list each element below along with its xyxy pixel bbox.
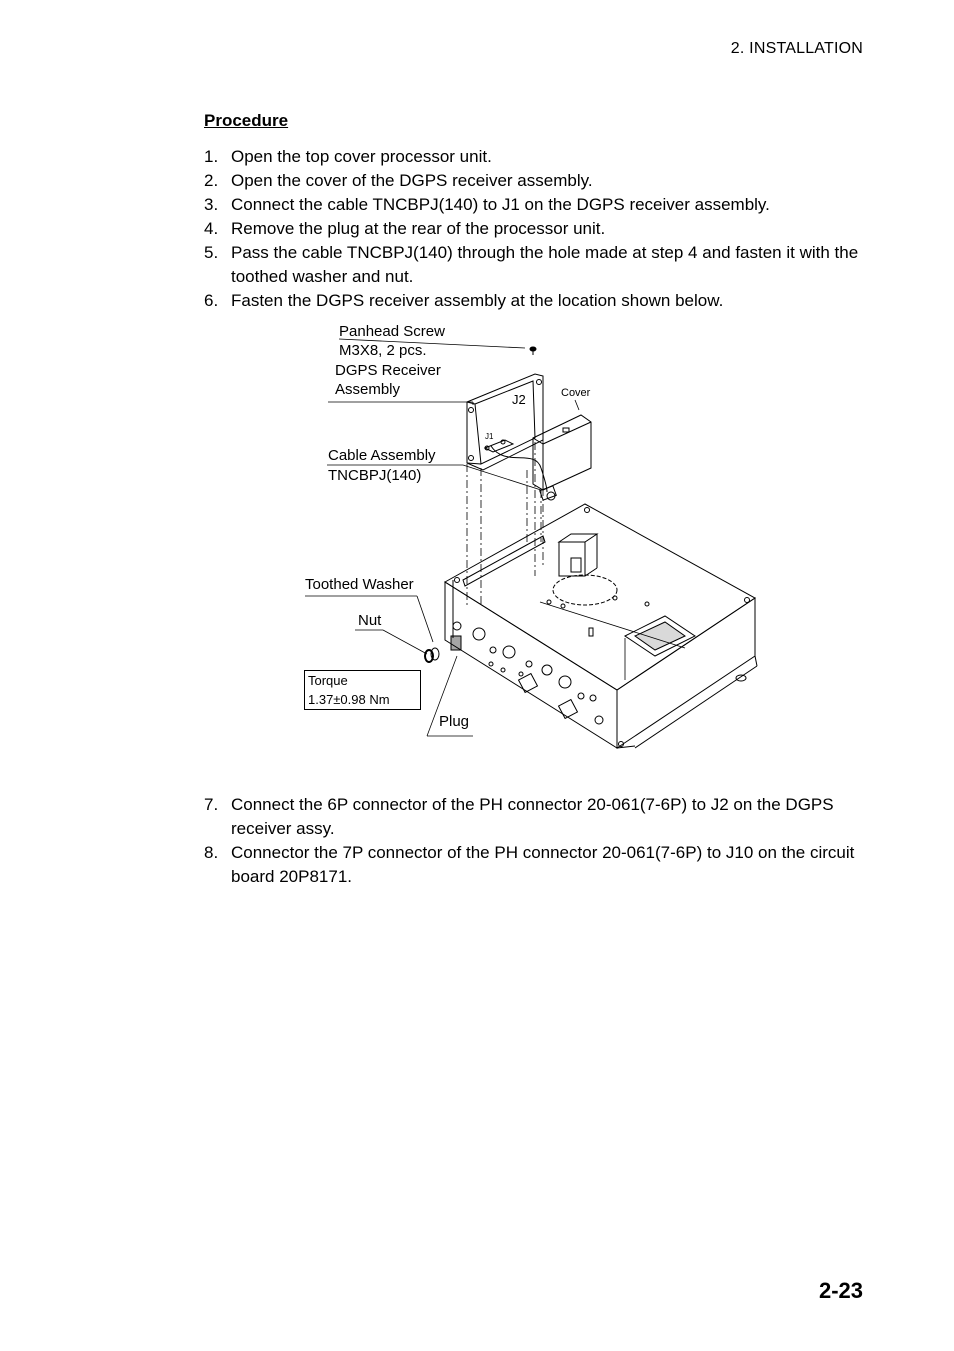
procedure-step: [204, 217, 864, 241]
page-number: 2-23: [818, 1278, 863, 1303]
label-torque-value: 1.37±0.98 Nm: [308, 692, 390, 707]
label-panhead-screw: Panhead Screw: [339, 323, 445, 340]
procedure-step: [204, 793, 864, 841]
step-text: Remove the plug at the rear of the processor unit.: [231, 219, 606, 238]
step-text: Fasten the DGPS receiver assembly at the location shown below.: [231, 291, 724, 310]
label-cable-assembly: Cable Assembly: [328, 447, 436, 464]
step-number: 1.: [204, 147, 219, 166]
step-number: 5.: [204, 243, 219, 262]
step-text: Connect the cable TNCBPJ(140) to J1 on the DGPS receiver assembly.: [231, 195, 770, 214]
installation-figure: [295, 318, 775, 758]
label-plug: Plug: [439, 713, 470, 730]
processor-unit-icon: [445, 504, 757, 748]
procedure-steps-list-continued: [204, 793, 864, 889]
label-assembly: Assembly: [335, 381, 401, 398]
step-number: 8.: [204, 843, 219, 862]
step-text: Open the cover of the DGPS receiver assembly.: [231, 171, 593, 190]
label-cover: Cover: [561, 387, 591, 399]
cover-icon: [533, 415, 591, 490]
step-text: Pass the cable TNCBPJ(140) through the hole made at step 4 and fasten it with the toothed washer and nut.: [231, 243, 859, 286]
procedure-step: [204, 841, 864, 889]
step-text: Connect the 6P connector of the PH connector 20-061(7-6P) to J2 on the DGPS receiver assy.: [231, 795, 834, 838]
label-torque: Torque: [308, 673, 348, 688]
step-number: 2.: [204, 171, 219, 190]
label-cable-part: TNCBPJ(140): [328, 467, 422, 484]
label-panhead-screw-spec: M3X8, 2 pcs.: [339, 342, 427, 359]
procedure-steps-list: [204, 145, 864, 313]
nut-icon: [425, 650, 433, 662]
procedure-step: [204, 145, 864, 169]
label-j2: J2: [512, 392, 526, 407]
panhead-screw-icon: [530, 347, 536, 355]
label-nut: Nut: [358, 612, 382, 629]
torque-box: [304, 670, 421, 710]
label-dgps-receiver: DGPS Receiver: [335, 362, 441, 379]
procedure-step: [204, 193, 864, 217]
plug-icon: [451, 636, 461, 650]
guide-lines: [467, 440, 543, 608]
procedure-step: [204, 241, 864, 289]
step-text: Connector the 7P connector of the PH connector 20-061(7-6P) to J10 on the circuit board 20P8171.: [231, 843, 855, 886]
step-number: 4.: [204, 219, 219, 238]
step-number: 7.: [204, 795, 219, 814]
label-j1: J1: [485, 432, 494, 441]
section-header: 2. INSTALLATION: [730, 40, 863, 57]
procedure-heading: Procedure: [204, 111, 289, 130]
procedure-step: [204, 169, 864, 193]
procedure-step: [204, 289, 864, 313]
step-number: 6.: [204, 291, 219, 310]
step-number: 3.: [204, 195, 219, 214]
dgps-receiver-assembly-icon: [467, 374, 543, 470]
step-text: Open the top cover processor unit.: [231, 147, 492, 166]
label-toothed-washer: Toothed Washer: [305, 576, 414, 593]
